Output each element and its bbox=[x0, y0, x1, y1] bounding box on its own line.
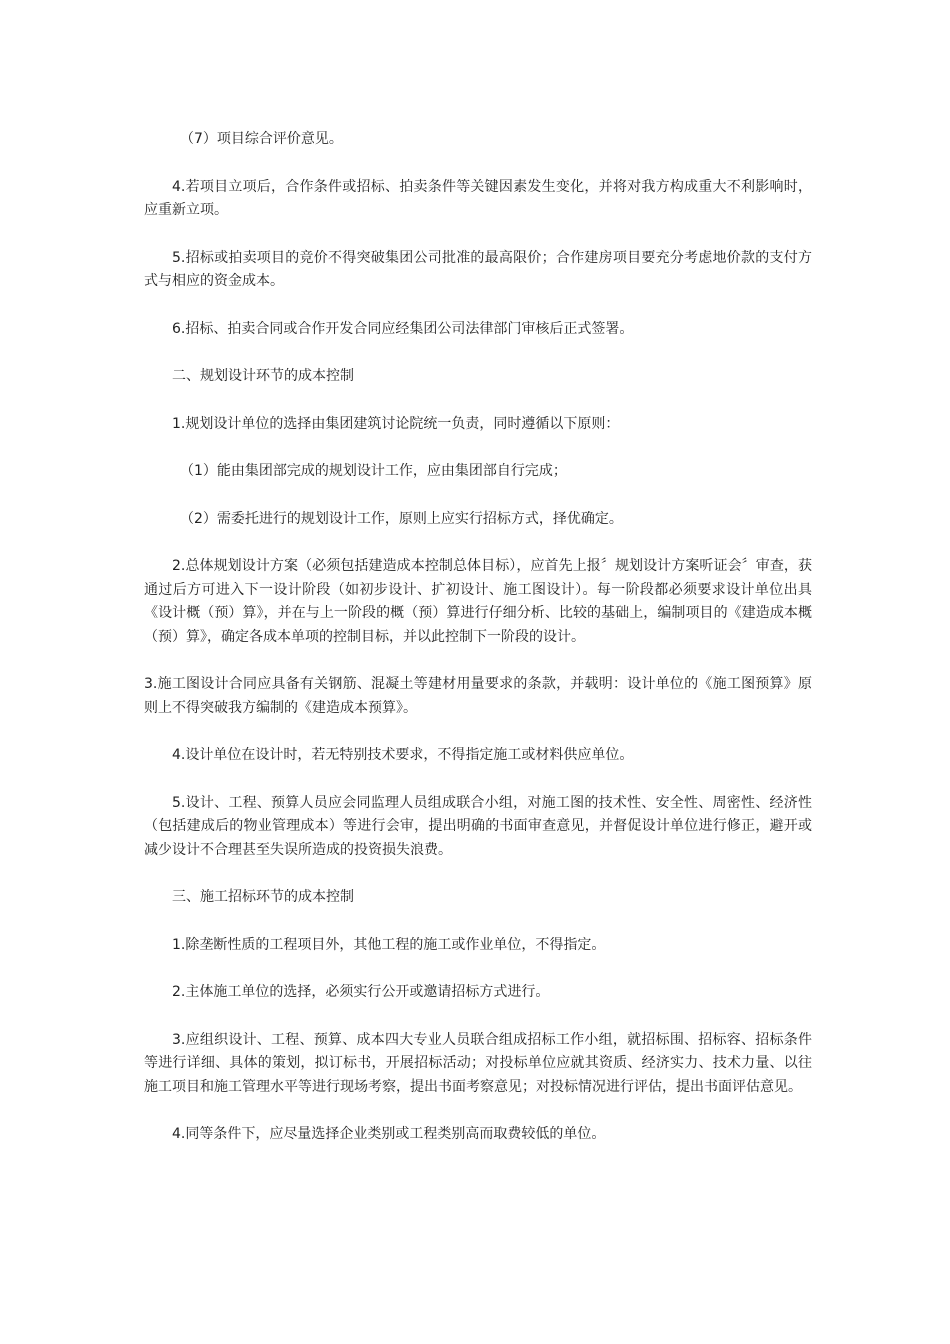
clause-2-master-plan: 2.总体规划设计方案（必须包括建造成本控制总体目标），应首先上报〞规划设计方案听证会〞审查，获通过后方可进入下一设计阶段（如初步设计、扩初设计、施工图设计）。每一阶段都必须要求设计单位出具《设计概（预）算》，并在与上一阶段的概（预）算进行仔细分析、比较的基础上，编制项目的《建造成本概（预）算》，确定各成本单项的控制目标，并以此控制下一阶段的设计。 bbox=[144, 558, 812, 645]
section-3-heading: 三、施工招标环节的成本控制 bbox=[172, 889, 354, 905]
item-7-evaluation: （7）项目综合评价意见。 bbox=[180, 131, 343, 147]
document-body bbox=[144, 128, 812, 1171]
clause-1-design-unit: 1.规划设计单位的选择由集团建筑讨论院统一负责，同时遵循以下原则： bbox=[172, 415, 620, 432]
sub-item-1: （1）能由集团部完成的规划设计工作，应由集团部自行完成； bbox=[180, 463, 567, 479]
clause-6-contract-review: 6.招标、拍卖合同或合作开发合同应经集团公司法律部门审核后正式签署。 bbox=[172, 320, 634, 337]
clause-1-no-designation: 1.除垄断性质的工程项目外，其他工程的施工或作业单位，不得指定。 bbox=[172, 936, 606, 953]
clause-2-open-bidding: 2.主体施工单位的选择，必须实行公开或邀请招标方式进行。 bbox=[172, 984, 550, 1000]
clause-4-no-designation: 4.设计单位在设计时，若无特别技术要求，不得指定施工或材料供应单位。 bbox=[172, 747, 634, 763]
section-2-heading: 二、规划设计环节的成本控制 bbox=[172, 368, 354, 384]
sub-item-2: （2）需委托进行的规划设计工作，原则上应实行招标方式，择优确定。 bbox=[180, 510, 623, 527]
clause-5-bid-limit: 5.招标或拍卖项目的竞价不得突破集团公司批准的最高限价；合作建房项目要充分考虑地价款的支付方式与相应的资金成本。 bbox=[144, 249, 812, 289]
clause-3-construction-drawing: 3.施工图设计合同应具备有关钢筋、混凝土等建材用量要求的条款，并载明：设计单位的《施工图预算》原则上不得突破我方编制的《建造成本预算》。 bbox=[144, 676, 812, 716]
clause-4-selection: 4.同等条件下，应尽量选择企业类别或工程类别高而取费较低的单位。 bbox=[172, 1126, 606, 1142]
clause-5-joint-review: 5.设计、工程、预算人员应会同监理人员组成联合小组，对施工图的技术性、安全性、周密性、经济性（包括建成后的物业管理成本）等进行会审，提出明确的书面审查意见，并督促设计单位进行修正，避开或减少设计不合理甚至失误所造成的投资损失浪费。 bbox=[144, 794, 812, 858]
clause-3-bid-team: 3.应组织设计、工程、预算、成本四大专业人员联合组成招标工作小组，就招标围、招标容、招标条件等进行详细、具体的策划，拟订标书，开展招标活动；对投标单位应就其资质、经济实力、技术力量、以往施工项目和施工管理水平等进行现场考察，提出书面考察意见；对投标情况进行评估，提出书面评估意见。 bbox=[144, 1031, 812, 1095]
clause-4-reapproval: 4.若项目立项后，合作条件或招标、拍卖条件等关键因素发生变化，并将对我方构成重大不利影响时，应重新立项。 bbox=[144, 178, 812, 218]
